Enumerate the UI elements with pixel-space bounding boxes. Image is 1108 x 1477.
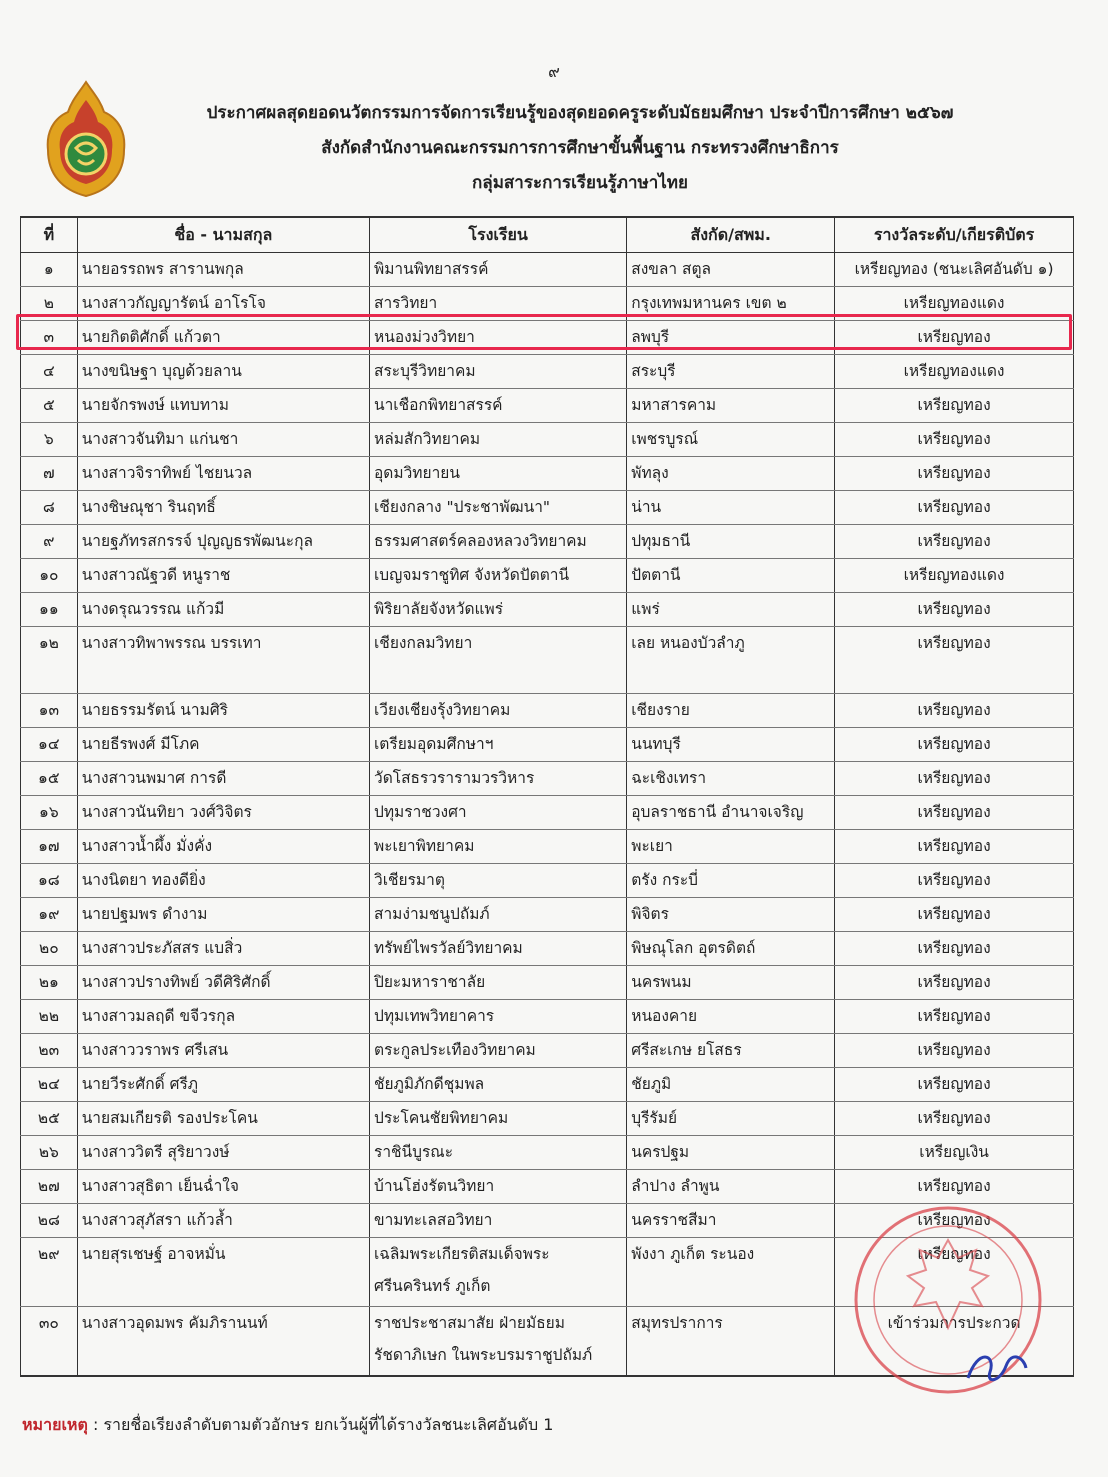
col-header-school: โรงเรียน — [370, 217, 627, 253]
cell-award: เหรียญทอง — [835, 1034, 1074, 1068]
table-row — [21, 1102, 1074, 1136]
cell-award: เหรียญทอง — [835, 1204, 1074, 1238]
cell-area: สมุทรปราการ — [627, 1307, 835, 1377]
table-row — [21, 627, 1074, 694]
cell-school: เชียงกลาง "ประชาพัฒนา" — [370, 491, 627, 525]
cell-no: ๔ — [21, 355, 78, 389]
cell-no: ๑๖ — [21, 796, 78, 830]
header-line-2: สังกัดสำนักงานคณะกรรมการการศึกษาขั้นพื้นฐาน กระทรวงศึกษาธิการ — [321, 138, 839, 158]
cell-name: นางสาวจิราทิพย์ ไชยนวล — [77, 457, 369, 491]
table-row — [21, 864, 1074, 898]
cell-award: เหรียญเงิน — [835, 1136, 1074, 1170]
cell-school: ชัยภูมิภักดีชุมพล — [370, 1068, 627, 1102]
cell-no: ๒๘ — [21, 1204, 78, 1238]
cell-award: เหรียญทอง — [835, 457, 1074, 491]
cell-area: พัทลุง — [627, 457, 835, 491]
cell-area: เชียงราย — [627, 694, 835, 728]
cell-school: ปิยะมหาราชาลัย — [370, 966, 627, 1000]
cell-award: เหรียญทอง — [835, 898, 1074, 932]
cell-name: นายธรรมรัตน์ นามศิริ — [77, 694, 369, 728]
cell-area: อุบลราชธานี อำนาจเจริญ — [627, 796, 835, 830]
cell-no: ๑๒ — [21, 627, 78, 694]
cell-school: ขามทะเลสอวิทยา — [370, 1204, 627, 1238]
cell-name: นายฐภัทรสกรรจ์ ปุญญธรพัฒนะกุล — [77, 525, 369, 559]
cell-no: ๑๑ — [21, 593, 78, 627]
cell-no: ๒๕ — [21, 1102, 78, 1136]
cell-award: เหรียญทอง — [835, 932, 1074, 966]
table-row — [21, 830, 1074, 864]
cell-no: ๗ — [21, 457, 78, 491]
table-row — [21, 796, 1074, 830]
cell-no: ๑๐ — [21, 559, 78, 593]
cell-area: ฉะเชิงเทรา — [627, 762, 835, 796]
cell-no: ๒๑ — [21, 966, 78, 1000]
cell-name: นางนิตยา ทองดียิ่ง — [77, 864, 369, 898]
cell-school: พะเยาพิทยาคม — [370, 830, 627, 864]
cell-award: เข้าร่วมการประกวด — [835, 1307, 1074, 1377]
cell-award: เหรียญทอง — [835, 423, 1074, 457]
cell-name: นางสาวกัญญารัตน์ อาโรโจ — [77, 287, 369, 321]
cell-school: ราชประชาสมาสัย ฝ่ายมัธยม รัชดาภิเษก ในพระบรมราชูปถัมภ์ — [370, 1307, 627, 1377]
cell-no: ๘ — [21, 491, 78, 525]
header-line-1: ประกาศผลสุดยอดนวัตกรรมการจัดการเรียนรู้ของสุดยอดครูระดับมัธยมศึกษา ประจำปีการศึกษา ๒๕๖๗ — [206, 103, 954, 123]
cell-award: เหรียญทองแดง — [835, 287, 1074, 321]
cell-award: เหรียญทอง — [835, 728, 1074, 762]
cell-name: นางชิษณุชา รินฤทธิ์ — [77, 491, 369, 525]
cell-name: นางสาววราพร ศรีเสน — [77, 1034, 369, 1068]
cell-no: ๑๘ — [21, 864, 78, 898]
cell-school: สามง่ามชนูปถัมภ์ — [370, 898, 627, 932]
cell-name: นางสาวน้ำผึ้ง มั่งคั่ง — [77, 830, 369, 864]
table-row — [21, 728, 1074, 762]
cell-school: วัดโสธรวรารามวรวิหาร — [370, 762, 627, 796]
cell-name: นางขนิษฐา บุญด้วยลาน — [77, 355, 369, 389]
cell-no: ๒๐ — [21, 932, 78, 966]
cell-area: เลย หนองบัวลำภู — [627, 627, 835, 694]
cell-school: เชียงกลมวิทยา — [370, 627, 627, 694]
cell-school: หนองม่วงวิทยา — [370, 321, 627, 355]
table-row — [21, 762, 1074, 796]
ministry-logo-icon — [40, 78, 132, 200]
table-row — [21, 457, 1074, 491]
cell-award: เหรียญทอง — [835, 694, 1074, 728]
cell-area: ชัยภูมิ — [627, 1068, 835, 1102]
cell-name: นายจักรพงษ์ แทบทาม — [77, 389, 369, 423]
cell-school: บ้านโฮ่งรัตนวิทยา — [370, 1170, 627, 1204]
cell-school: พิมานพิทยาสรรค์ — [370, 253, 627, 287]
cell-school: ตระกูลประเทืองวิทยาคม — [370, 1034, 627, 1068]
cell-area: ลำปาง ลำพูน — [627, 1170, 835, 1204]
table-header-row — [21, 217, 1074, 253]
cell-award: เหรียญทอง — [835, 1170, 1074, 1204]
cell-no: ๒๗ — [21, 1170, 78, 1204]
cell-award: เหรียญทอง — [835, 830, 1074, 864]
cell-name: นายกิตติศักดิ์ แก้วตา — [77, 321, 369, 355]
cell-school: ปทุมราชวงศา — [370, 796, 627, 830]
cell-award: เหรียญทอง — [835, 627, 1074, 694]
cell-name: นายสมเกียรติ รองประโคน — [77, 1102, 369, 1136]
cell-name: นายวีระศักดิ์ ศรีภู — [77, 1068, 369, 1102]
cell-area: ปัตตานี — [627, 559, 835, 593]
cell-name: นายธีรพงศ์ มีโภค — [77, 728, 369, 762]
cell-award: เหรียญทอง — [835, 1000, 1074, 1034]
cell-award: เหรียญทองแดง — [835, 355, 1074, 389]
cell-area: น่าน — [627, 491, 835, 525]
cell-no: ๒๔ — [21, 1068, 78, 1102]
cell-school: สารวิทยา — [370, 287, 627, 321]
cell-award: เหรียญทอง — [835, 762, 1074, 796]
cell-name: นางสาวประภัสสร แบสิ่ว — [77, 932, 369, 966]
cell-name: นางสาวนพมาศ การดี — [77, 762, 369, 796]
cell-area: ตรัง กระบี่ — [627, 864, 835, 898]
table-row — [21, 593, 1074, 627]
cell-school: ประโคนชัยพิทยาคม — [370, 1102, 627, 1136]
table-row — [21, 1034, 1074, 1068]
cell-no: ๒ — [21, 287, 78, 321]
table-row — [21, 932, 1074, 966]
cell-area: นครราชสีมา — [627, 1204, 835, 1238]
cell-area: เพชรบูรณ์ — [627, 423, 835, 457]
cell-area: สระบุรี — [627, 355, 835, 389]
cell-school: สระบุรีวิทยาคม — [370, 355, 627, 389]
cell-area: นครปฐม — [627, 1136, 835, 1170]
col-header-award: รางวัลระดับ/เกียรติบัตร — [835, 217, 1074, 253]
footnote-label: หมายเหตุ — [22, 1415, 88, 1434]
cell-area: สงขลา สตูล — [627, 253, 835, 287]
cell-no: ๑๕ — [21, 762, 78, 796]
footnote-text: : รายชื่อเรียงลำดับตามตัวอักษร ยกเว้นผู้ที่ได้รางวัลชนะเลิศอันดับ 1 — [87, 1415, 554, 1434]
table-row — [21, 966, 1074, 1000]
cell-no: ๑ — [21, 253, 78, 287]
cell-name: นางสาวอุดมพร คัมภิรานนท์ — [77, 1307, 369, 1377]
cell-area: บุรีรัมย์ — [627, 1102, 835, 1136]
cell-no: ๑๔ — [21, 728, 78, 762]
cell-school: ราชินีบูรณะ — [370, 1136, 627, 1170]
cell-school: เตรียมอุดมศึกษาฯ — [370, 728, 627, 762]
cell-name: นางดรุณวรรณ แก้วมี — [77, 593, 369, 627]
cell-area: พะเยา — [627, 830, 835, 864]
cell-name: นายอรรถพร สารานพกุล — [77, 253, 369, 287]
col-header-name: ชื่อ - นามสกุล — [77, 217, 369, 253]
col-header-area: สังกัด/สพม. — [627, 217, 835, 253]
cell-award: เหรียญทอง — [835, 796, 1074, 830]
cell-award: เหรียญทอง — [835, 864, 1074, 898]
col-header-no: ที่ — [21, 217, 78, 253]
cell-award: เหรียญทอง (ชนะเลิศอันดับ ๑) — [835, 253, 1074, 287]
cell-school: ธรรมศาสตร์คลองหลวงวิทยาคม — [370, 525, 627, 559]
cell-name: นางสาวสุภัสรา แก้วล้ำ — [77, 1204, 369, 1238]
official-seal-icon — [836, 1196, 1066, 1396]
cell-name: นางสาวมลฤดี ขจีวรกุล — [77, 1000, 369, 1034]
cell-no: ๒๙ — [21, 1238, 78, 1307]
cell-no: ๓๐ — [21, 1307, 78, 1377]
cell-school: เฉลิมพระเกียรติสมเด็จพระศรีนครินทร์ ภูเก็ต — [370, 1238, 627, 1307]
table-row — [21, 694, 1074, 728]
cell-school: วิเชียรมาตุ — [370, 864, 627, 898]
cell-area: หนองคาย — [627, 1000, 835, 1034]
cell-no: ๙ — [21, 525, 78, 559]
cell-area: ลพบุรี — [627, 321, 835, 355]
cell-area: นครพนม — [627, 966, 835, 1000]
cell-name: นางสาววิตรี สุริยาวงษ์ — [77, 1136, 369, 1170]
cell-area: พิจิตร — [627, 898, 835, 932]
table-row — [21, 389, 1074, 423]
document-header — [150, 96, 1010, 201]
cell-award: เหรียญทอง — [835, 593, 1074, 627]
cell-award: เหรียญทอง — [835, 525, 1074, 559]
cell-area: มหาสารคาม — [627, 389, 835, 423]
cell-school: เบญจมราชูทิศ จังหวัดปัตตานี — [370, 559, 627, 593]
cell-no: ๕ — [21, 389, 78, 423]
cell-no: ๒๒ — [21, 1000, 78, 1034]
cell-no: ๒๖ — [21, 1136, 78, 1170]
cell-area: นนทบุรี — [627, 728, 835, 762]
table-row — [21, 423, 1074, 457]
header-line-3: กลุ่มสาระการเรียนรู้ภาษาไทย — [472, 173, 688, 193]
cell-award: เหรียญทอง — [835, 321, 1074, 355]
cell-area: ศรีสะเกษ ยโสธร — [627, 1034, 835, 1068]
cell-name: นางสาวจันทิมา แก่นชา — [77, 423, 369, 457]
table-row — [21, 1000, 1074, 1034]
footnote — [22, 1413, 553, 1438]
cell-area: พิษณุโลก อุตรดิตถ์ — [627, 932, 835, 966]
cell-no: ๓ — [21, 321, 78, 355]
table-row — [21, 898, 1074, 932]
cell-name: นายปฐมพร ดำงาม — [77, 898, 369, 932]
cell-area: พังงา ภูเก็ต ระนอง — [627, 1238, 835, 1307]
cell-no: ๖ — [21, 423, 78, 457]
table-row — [21, 1136, 1074, 1170]
table-row — [21, 559, 1074, 593]
cell-name: นางสาวนันทิยา วงศ์วิจิตร — [77, 796, 369, 830]
table-row — [21, 491, 1074, 525]
cell-name: นางสาวณัฐวดี หนูราช — [77, 559, 369, 593]
cell-name: นายสุรเชษฐ์ อาจหมั่น — [77, 1238, 369, 1307]
cell-school: นาเชือกพิทยาสรรค์ — [370, 389, 627, 423]
cell-name: นางสาวทิพาพรรณ บรรเทา — [77, 627, 369, 694]
cell-no: ๑๓ — [21, 694, 78, 728]
cell-school: ทรัพย์ไพรวัลย์วิทยาคม — [370, 932, 627, 966]
cell-award: เหรียญทอง — [835, 966, 1074, 1000]
cell-no: ๒๓ — [21, 1034, 78, 1068]
table-row — [21, 525, 1074, 559]
table-row — [21, 1068, 1074, 1102]
cell-area: แพร่ — [627, 593, 835, 627]
table-row — [21, 355, 1074, 389]
table-row — [21, 253, 1074, 287]
cell-award: เหรียญทอง — [835, 1068, 1074, 1102]
page-number: ๙ — [548, 62, 560, 81]
cell-name: นางสาวปรางทิพย์ วดีศิริศักดิ์ — [77, 966, 369, 1000]
cell-name: นางสาวสุธิตา เย็นฉ่ำใจ — [77, 1170, 369, 1204]
cell-area: กรุงเทพมหานคร เขต ๒ — [627, 287, 835, 321]
cell-no: ๑๗ — [21, 830, 78, 864]
cell-award: เหรียญทองแดง — [835, 559, 1074, 593]
cell-school: พิริยาลัยจังหวัดแพร่ — [370, 593, 627, 627]
cell-school: ปทุมเทพวิทยาคาร — [370, 1000, 627, 1034]
cell-area: ปทุมธานี — [627, 525, 835, 559]
cell-school: อุดมวิทยายน — [370, 457, 627, 491]
cell-school: หล่มสักวิทยาคม — [370, 423, 627, 457]
cell-award: เหรียญทอง — [835, 389, 1074, 423]
cell-award: เหรียญทอง — [835, 1102, 1074, 1136]
cell-award: เหรียญทอง — [835, 1238, 1074, 1307]
cell-award: เหรียญทอง — [835, 491, 1074, 525]
highlight-box — [16, 314, 1072, 350]
cell-no: ๑๙ — [21, 898, 78, 932]
cell-school: เวียงเชียงรุ้งวิทยาคม — [370, 694, 627, 728]
